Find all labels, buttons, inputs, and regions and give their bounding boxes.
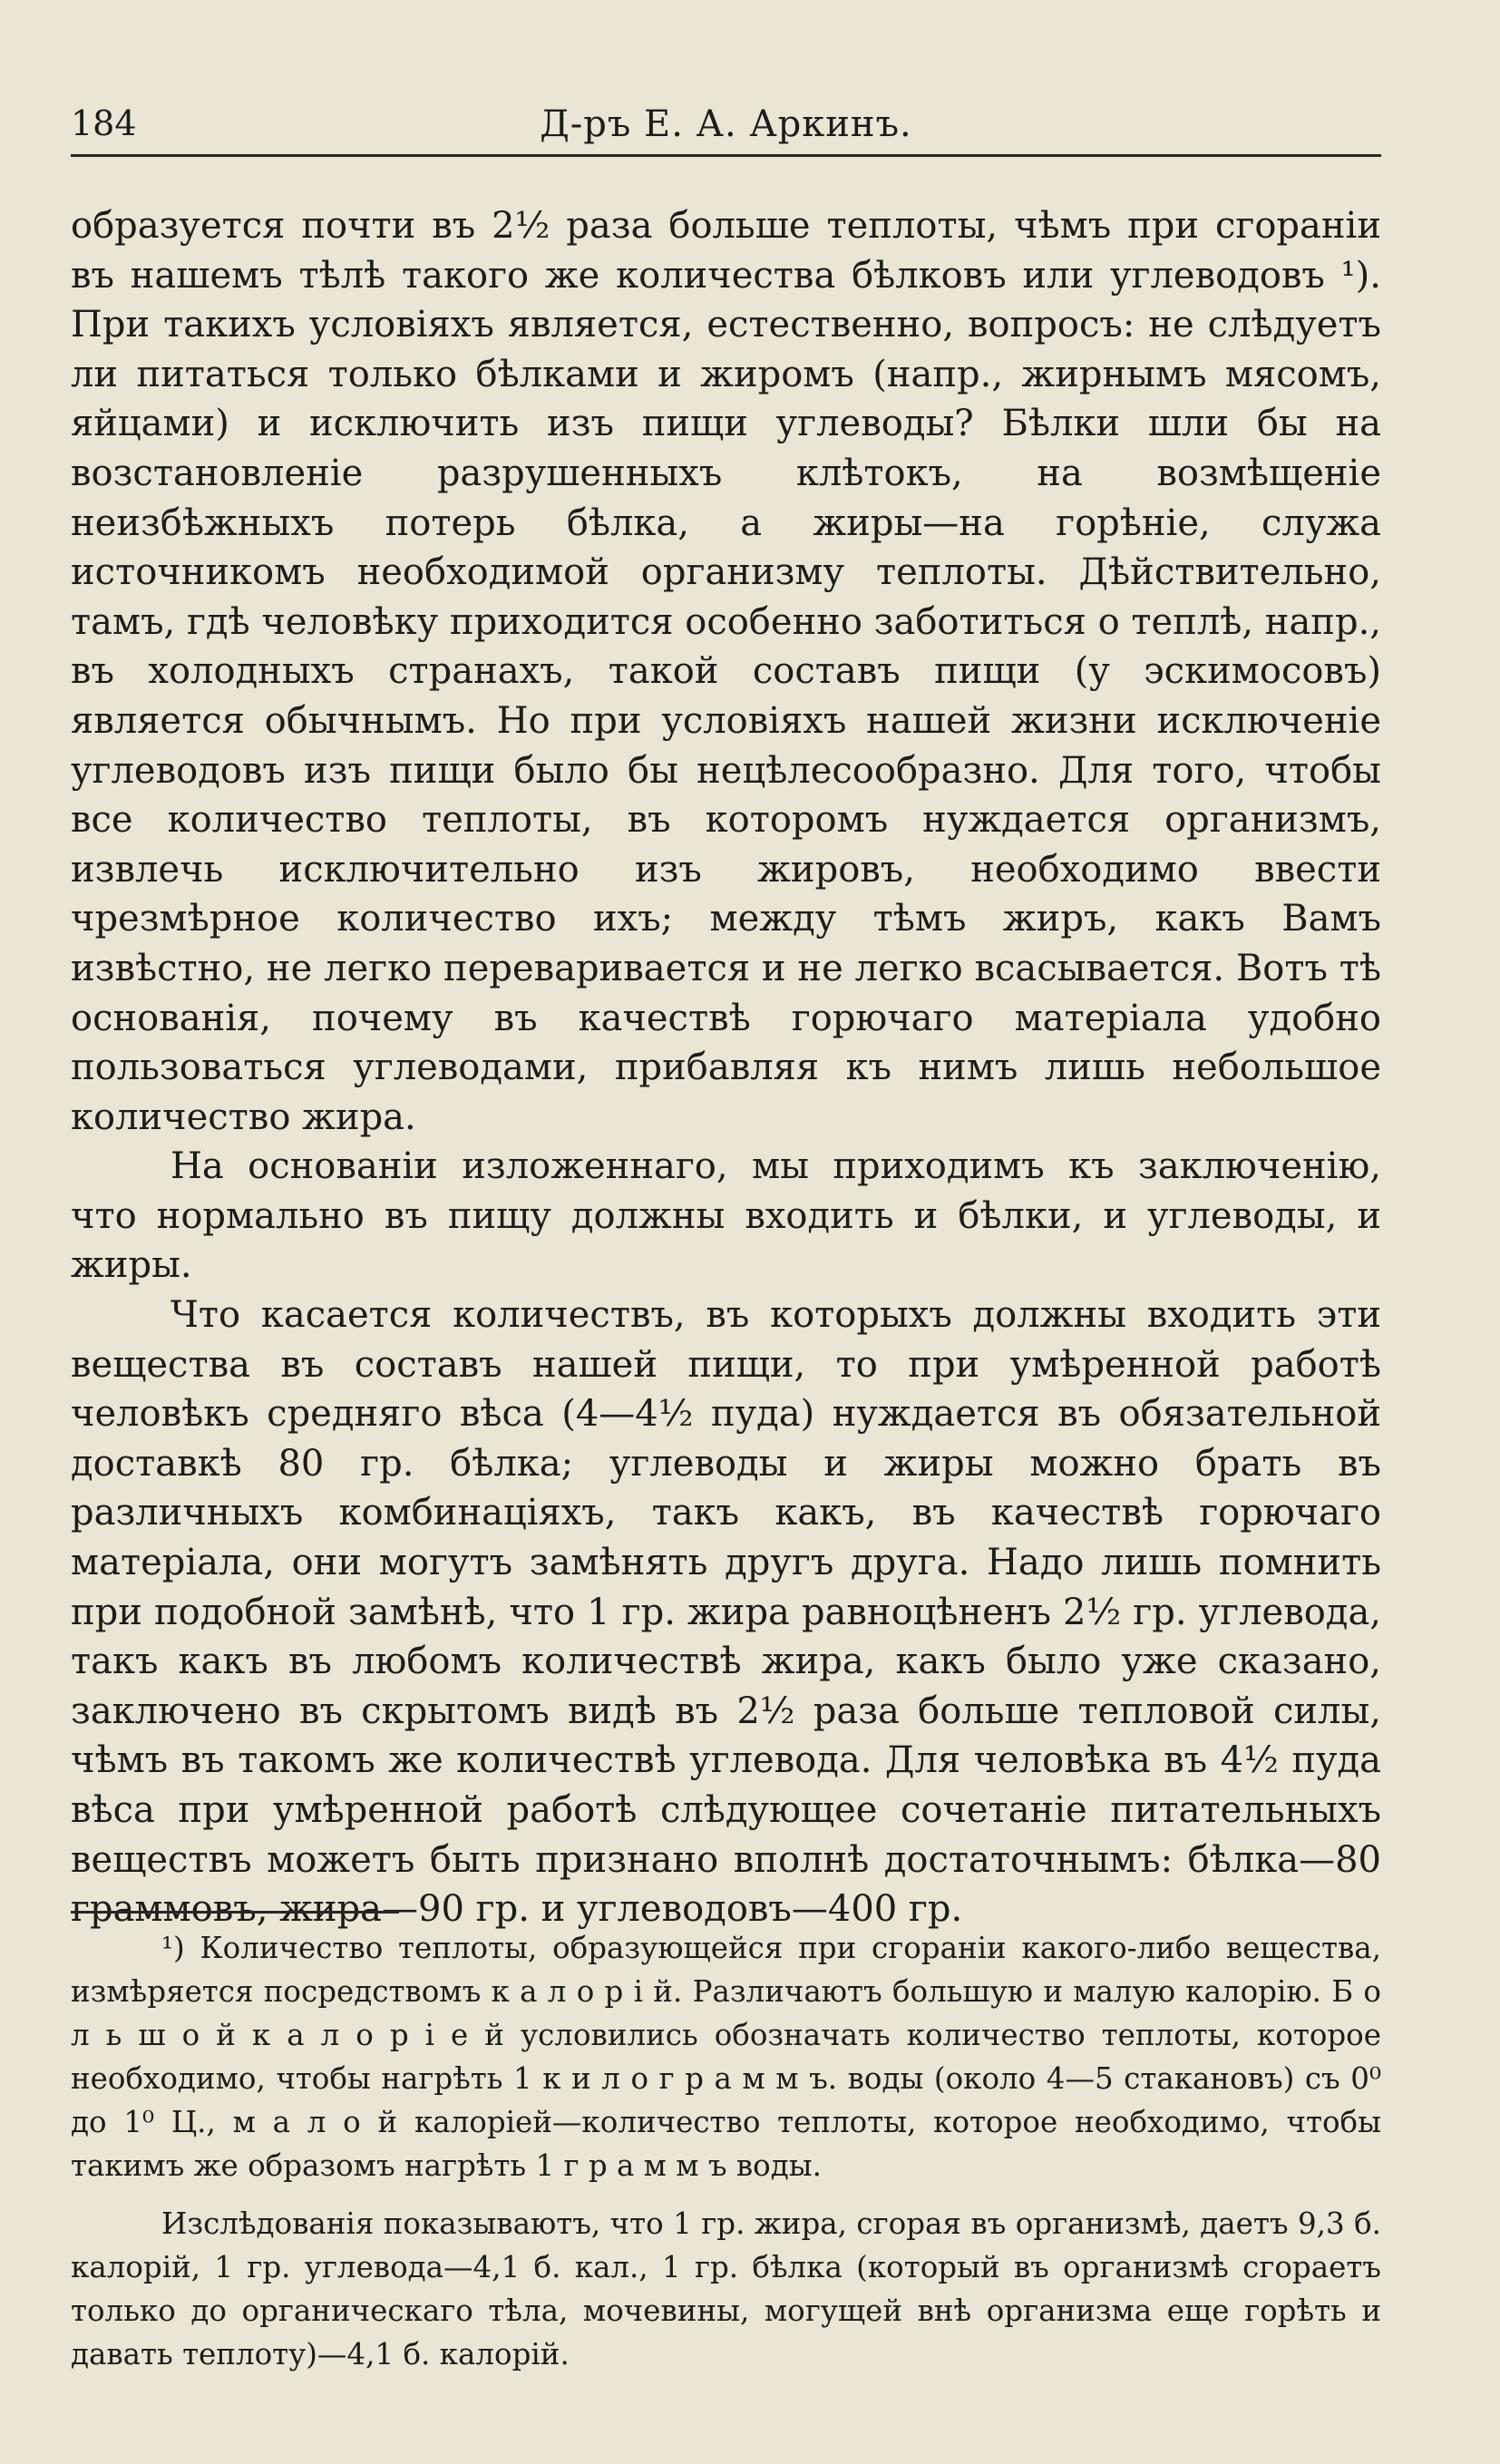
footnote-1: ¹) Количество теплоты, образующейся при сгораніи какого-либо вещества, измѣряется посредствомъ к а л о р і й. Различаютъ большую и малую калорію. Б о л ь ш о й к а л о р і е й условились обозначать количество теплоты, которое необходимо, чтобы нагрѣть 1 к и л о г р а м м ъ. воды (около 4—5 стакановъ) съ 0⁰ до 1⁰ Ц., м а л о й калоріей—количество теплоты, которое необходимо, чтобы такимъ же образомъ нагрѣть 1 г р а м м ъ воды. xyxy=(71,1931,1381,2183)
footnote-rule xyxy=(71,1911,399,1914)
page-number: 184 xyxy=(71,103,137,143)
page-header xyxy=(71,91,1381,157)
footnote-2: Изслѣдованія показываютъ, что 1 гр. жира, сгорая въ организмѣ, даетъ 9,3 б. калорій, 1 гр. углевода—4,1 б. кал., 1 гр. бѣлка (который въ организмѣ сгораетъ только до органическаго тѣла, мочевины, могущей внѣ организма еще горѣть и давать теплоту)—4,1 б. калорій. xyxy=(71,2206,1381,2371)
paragraph-2: На основаніи изложеннаго, мы приходимъ къ заключенію, что нормально въ пищу должны входить и бѣлки, и углеводы, и жиры. xyxy=(71,1145,1381,1287)
main-text xyxy=(71,201,1381,1934)
footnotes xyxy=(71,1926,1381,2376)
paragraph-1: образуется почти въ 2½ раза больше теплоты, чѣмъ при сгораніи въ нашемъ тѣлѣ такого же количества бѣлковъ или углеводовъ ¹). При такихъ условіяхъ является, естественно, вопросъ: не слѣдуетъ ли питаться только бѣлками и жиромъ (напр., жирнымъ мясомъ, яйцами) и исключить изъ пищи углеводы? Бѣлки шли бы на возстановленіе разрушенныхъ клѣтокъ, на возмѣщеніе неизбѣжныхъ потерь бѣлка, а жиры—на горѣніе, служа источникомъ необходимой организму теплоты. Дѣйствительно, тамъ, гдѣ человѣку приходится особенно заботиться о теплѣ, напр., въ холодныхъ странахъ, такой составъ пищи (у эскимосовъ) является обычнымъ. Но при условіяхъ нашей жизни исключеніе углеводовъ изъ пищи было бы нецѣлесообразно. Для того, чтобы все количество теплоты, въ которомъ нуждается организмъ, извлечь исключительно изъ жировъ, необходимо ввести чрезмѣрное количество ихъ; между тѣмъ жиръ, какъ Вамъ извѣстно, не легко переваривается и не легко всасывается. Вотъ тѣ основанія, почему въ качествѣ горючаго матеріала удобно пользоваться углеводами, прибавляя къ нимъ лишь небольшое количество жира. xyxy=(71,205,1381,1138)
paragraph-3: Что касается количествъ, въ которыхъ должны входить эти вещества въ составъ нашей пищи, то при умѣренной работѣ человѣкъ средняго вѣса (4—4½ пуда) нуждается въ обязательной доставкѣ 80 гр. бѣлка; углеводы и жиры можно брать въ различныхъ комбинаціяхъ, такъ какъ, въ качествѣ горючаго матеріала, они могутъ замѣнять другъ друга. Надо лишь помнить при подобной замѣнѣ, что 1 гр. жира равноцѣненъ 2½ гр. углевода, такъ какъ въ любомъ количествѣ жира, какъ было уже сказано, заключено въ скрытомъ видѣ въ 2½ раза больше тепловой силы, чѣмъ въ такомъ же количествѣ углевода. Для человѣка въ 4½ пуда вѣса при умѣренной работѣ слѣдующее сочетаніе питательныхъ веществъ можетъ быть признано вполнѣ достаточнымъ: бѣлка—80 граммовъ, жира—90 гр. и углеводовъ—400 гр. xyxy=(71,1294,1381,1931)
running-head: Д-ръ Е. А. Аркинъ. xyxy=(540,103,912,145)
